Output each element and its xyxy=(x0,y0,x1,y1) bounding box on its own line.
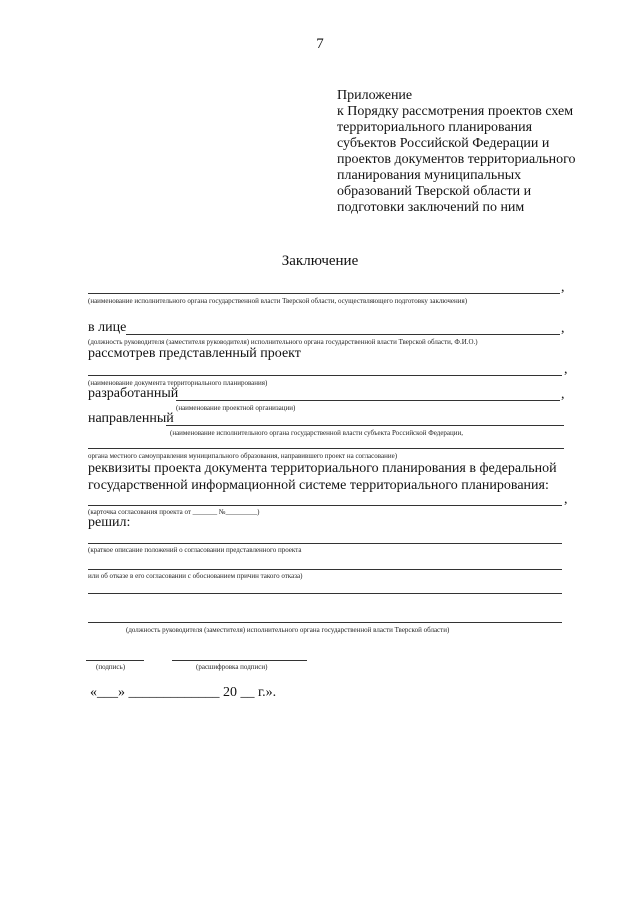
appendix-line: Приложение xyxy=(337,88,413,103)
approval-card-caption: (карточка согласования проекта от _______ №_________) xyxy=(88,508,260,516)
design-org-line[interactable] xyxy=(176,400,560,401)
approval-card-line[interactable] xyxy=(88,505,562,506)
comma: , xyxy=(561,321,565,336)
page-number: 7 xyxy=(316,36,324,52)
date-line: «___» _____________ 20 __ г.». xyxy=(90,685,277,700)
refusal-caption: или об отказе в его согласовании с обоснованием причин такого отказа) xyxy=(88,572,303,580)
head-position-line[interactable] xyxy=(88,622,562,623)
head-position-caption: (должность руководителя (заместителя) исполнительного органа государственной власти Тверской области) xyxy=(126,626,450,634)
subject-organ-caption: (наименование исполнительного органа государственной власти субъекта Российской Федерации, xyxy=(170,429,464,437)
signature-decoding-caption: (расшифровка подписи) xyxy=(196,663,268,671)
appendix-line: проектов документов территориального xyxy=(337,152,576,167)
requisites-label: реквизиты проекта документа территориального планирования в федеральной xyxy=(88,461,557,476)
appendix-line: подготовки заключений по ним xyxy=(337,200,525,215)
reviewed-label: рассмотрев представленный проект xyxy=(88,346,301,361)
extra-line[interactable] xyxy=(88,593,562,594)
document-name-line[interactable] xyxy=(88,375,562,376)
appendix-line: субъектов Российской Федерации и xyxy=(337,136,550,151)
requisites-label: государственной информационной системе территориального планирования: xyxy=(88,478,549,493)
signature-caption: (подпись) xyxy=(96,663,126,671)
signature-decoding-line[interactable] xyxy=(172,660,307,661)
developed-label: разработанный xyxy=(88,386,179,401)
description-caption: (краткое описание положений о согласовании представленного проекта xyxy=(88,546,302,554)
appendix-line: планирования муниципальных xyxy=(337,168,522,183)
signature-line[interactable] xyxy=(86,660,144,661)
comma: , xyxy=(561,280,565,295)
comma: , xyxy=(561,387,565,402)
organ-name-caption: (наименование исполнительного органа государственной власти Тверской области, осуществляющего подготовку заключения) xyxy=(88,297,468,305)
in-person-label: в лице xyxy=(88,320,127,335)
description-line[interactable] xyxy=(88,543,562,544)
appendix-line: территориального планирования xyxy=(337,120,533,135)
appendix-header xyxy=(337,88,627,216)
document-title: Заключение xyxy=(281,253,359,269)
appendix-line: образований Тверской области и xyxy=(337,184,532,199)
decided-label: решил: xyxy=(88,515,131,530)
appendix-line: к Порядку рассмотрения проектов схем xyxy=(337,104,574,119)
sent-label: направленный xyxy=(88,411,174,426)
municipal-organ-caption: органа местного самоуправления муниципального образования, направившего проект на согласование) xyxy=(88,452,398,460)
document-name-caption: (наименование документа территориального планирования) xyxy=(88,379,268,387)
comma: , xyxy=(564,362,568,377)
design-org-caption: (наименование проектной организации) xyxy=(176,404,296,412)
position-line[interactable] xyxy=(126,334,560,335)
comma: , xyxy=(564,492,568,507)
subject-organ-line[interactable] xyxy=(166,425,564,426)
organ-name-line[interactable] xyxy=(88,293,560,294)
refusal-line[interactable] xyxy=(88,569,562,570)
municipal-organ-line[interactable] xyxy=(88,448,564,449)
position-caption: (должность руководителя (заместителя руководителя) исполнительного органа государственной власти Тверской области, Ф.И.О.) xyxy=(88,338,478,346)
